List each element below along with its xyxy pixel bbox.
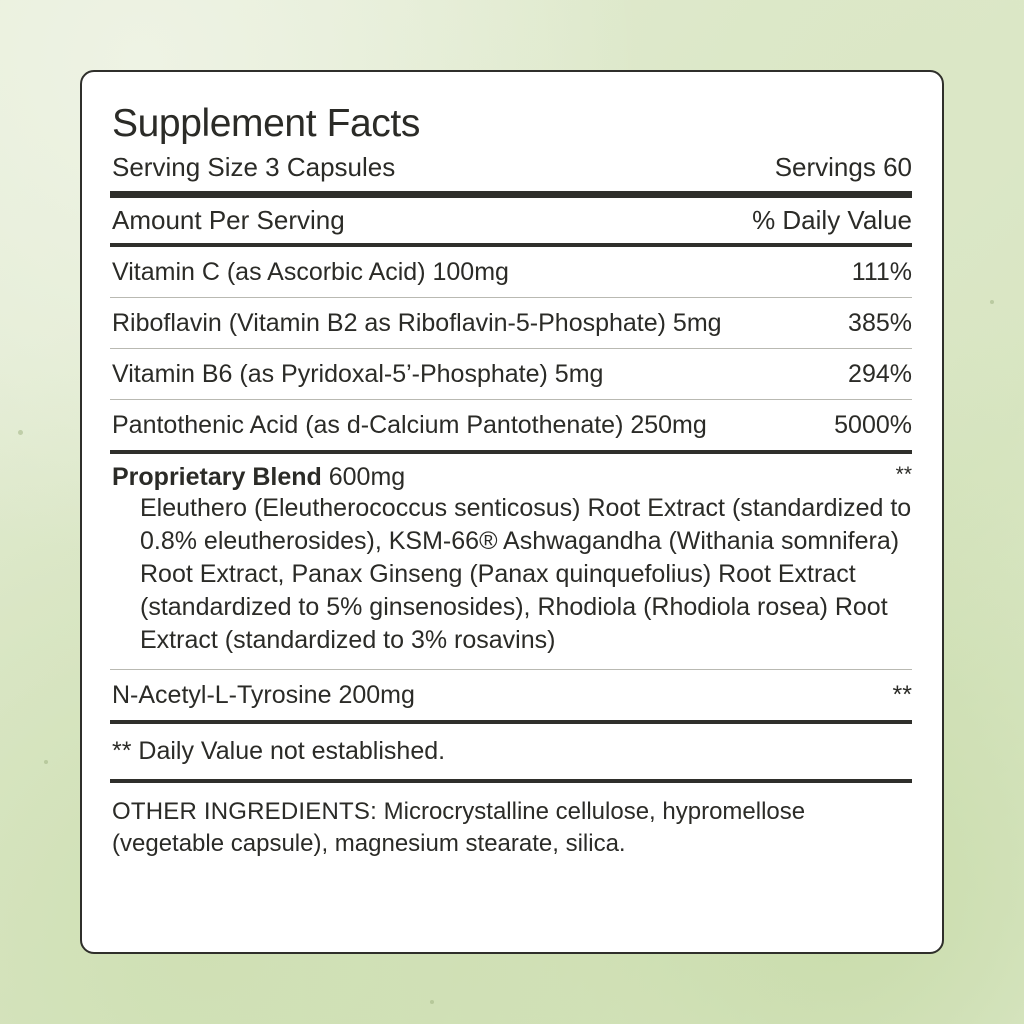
serving-info-row [110, 148, 912, 191]
divider-thick-top [110, 191, 912, 198]
servings-per-container: Servings 60 [774, 152, 912, 182]
table-row [110, 247, 912, 297]
table-row [110, 400, 912, 450]
daily-value-header: % Daily Value [752, 205, 912, 235]
background-speck [18, 430, 23, 435]
table-row [110, 298, 912, 348]
nutrient-dv: ** [892, 681, 912, 709]
page-title: Supplement Facts [112, 102, 420, 145]
daily-value-footnote: ** Daily Value not established. [112, 737, 446, 765]
nutrient-name: Vitamin C (as Ascorbic Acid) 100mg [112, 258, 509, 286]
supplement-facts-panel [80, 70, 944, 954]
nutrient-dv: 111% [851, 258, 912, 286]
blend-name: Proprietary Blend [112, 463, 322, 491]
nutrient-name: Vitamin B6 (as Pyridoxal-5’-Phosphate) 5mg [112, 360, 604, 388]
blend-dv: ** [895, 463, 912, 486]
background-speck [44, 760, 48, 764]
other-ingredients-label: OTHER INGREDIENTS: [112, 798, 377, 825]
column-headers [110, 198, 912, 243]
other-ingredients-text: Microcrystalline cellulose, hypromellose (vegetable capsule), magnesium stearate, silica. [112, 798, 806, 858]
blend-amount: 600mg [328, 463, 406, 491]
nutrient-name: Riboflavin (Vitamin B2 as Riboflavin-5-Phosphate) 5mg [112, 309, 722, 337]
nutrient-name: N-Acetyl-L-Tyrosine 200mg [112, 681, 415, 709]
background-speck [430, 1000, 434, 1004]
table-row [110, 349, 912, 399]
nutrient-name: Pantothenic Acid (as d-Calcium Pantothenate) 250mg [112, 411, 707, 439]
background-speck [990, 300, 994, 304]
blend-header-row [110, 454, 912, 492]
nutrient-dv: 385% [848, 309, 912, 337]
table-row [110, 670, 912, 720]
blend-ingredients: Eleuthero (Eleutherococcus senticosus) Root Extract (standardized to 0.8% eleutherosides), KSM-66® Ashwagandha (Withania somnifera) Root Extract, Panax Ginseng (Panax quinquefolius) Root Extract (standardized to 5% ginsenosides), Rhodiola (Rhodiola rosea) Root Extract (standardized to 3% rosavins) [140, 494, 912, 654]
blend-title [112, 463, 405, 492]
other-ingredients [110, 783, 902, 860]
nutrient-dv: 294% [848, 360, 912, 388]
serving-size: Serving Size 3 Capsules [112, 152, 396, 182]
amount-per-serving-header: Amount Per Serving [112, 205, 345, 235]
nutrient-dv: 5000% [834, 411, 912, 439]
